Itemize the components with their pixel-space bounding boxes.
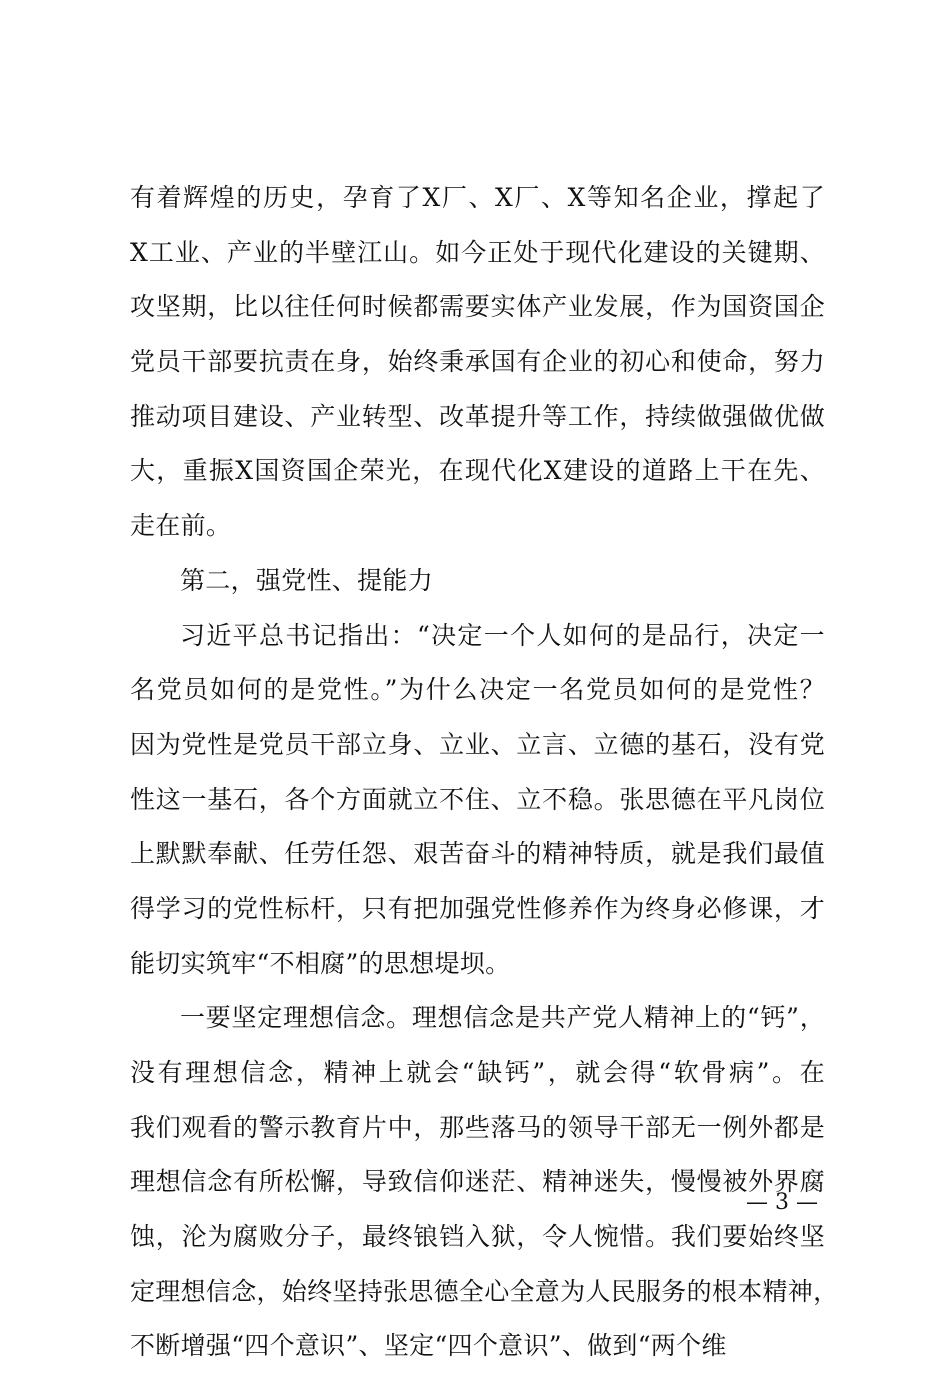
text-line: 不断增强“四个意识”、坚定“四个意识”、做到“两个维 — [130, 1331, 727, 1361]
text-line: 一要坚定理想信念。理想信念是共产党人精神上的“钙”， — [180, 1003, 825, 1033]
text-line: X工业、产业的半壁江山。如今正处于现代化建设的关键期、 — [130, 237, 825, 267]
text-line: 性这一基石，各个方面就立不住、立不稳。张思德在平凡岗位 — [130, 784, 825, 814]
text-line: 我们观看的警示教育片中，那些落马的领导干部无一例外都是 — [130, 1112, 825, 1142]
body-text — [130, 171, 839, 1374]
text-line: 走在前。 — [130, 511, 232, 541]
text-line: 大，重振X国资国企荣光，在现代化X建设的道路上干在先、 — [130, 456, 825, 486]
text-line: 攻坚期，比以往任何时候都需要实体产业发展，作为国资国企 — [130, 292, 825, 322]
text-line: 能切实筑牢“不相腐”的思想堤坝。 — [130, 948, 511, 978]
text-line: 得学习的党性标杆，只有把加强党性修养作为终身必修课，才 — [130, 893, 825, 923]
text-line: 名党员如何的是党性。”为什么决定一名党员如何的是党性？ — [130, 675, 825, 705]
text-line: 党员干部要抗责在身，始终秉承国有企业的初心和使命，努力 — [130, 347, 825, 377]
text-line: 推动项目建设、产业转型、改革提升等工作，持续做强做优做 — [130, 401, 825, 431]
page-number: — 3 — — [746, 1190, 818, 1215]
text-line: 上默默奉献、任劳任怨、艰苦奋斗的精神特质，就是我们最值 — [130, 839, 825, 869]
text-line: 没有理想信念，精神上就会“缺钙”，就会得“软骨病”。在 — [130, 1058, 825, 1087]
text-line: 定理想信念，始终坚持张思德全心全意为人民服务的根本精神， — [130, 1276, 839, 1306]
text-line: 有着辉煌的历史，孕育了X厂、X厂、X等知名企业，撑起了 — [130, 183, 825, 212]
text-line: 蚀，沦为腐败分子，最终锒铛入狱，令人惋惜。我们要始终坚 — [130, 1222, 825, 1252]
text-line: 习近平总书记指出：“决定一个人如何的是品行，决定一 — [180, 620, 825, 650]
text-line: 理想信念有所松懈，导致信仰迷茫、精神迷失，慢慢被外界腐 — [130, 1167, 825, 1197]
section-heading: 第二，强党性、提能力 — [180, 565, 434, 595]
text-line: 因为党性是党员干部立身、立业、立言、立德的基石，没有党 — [130, 729, 825, 759]
